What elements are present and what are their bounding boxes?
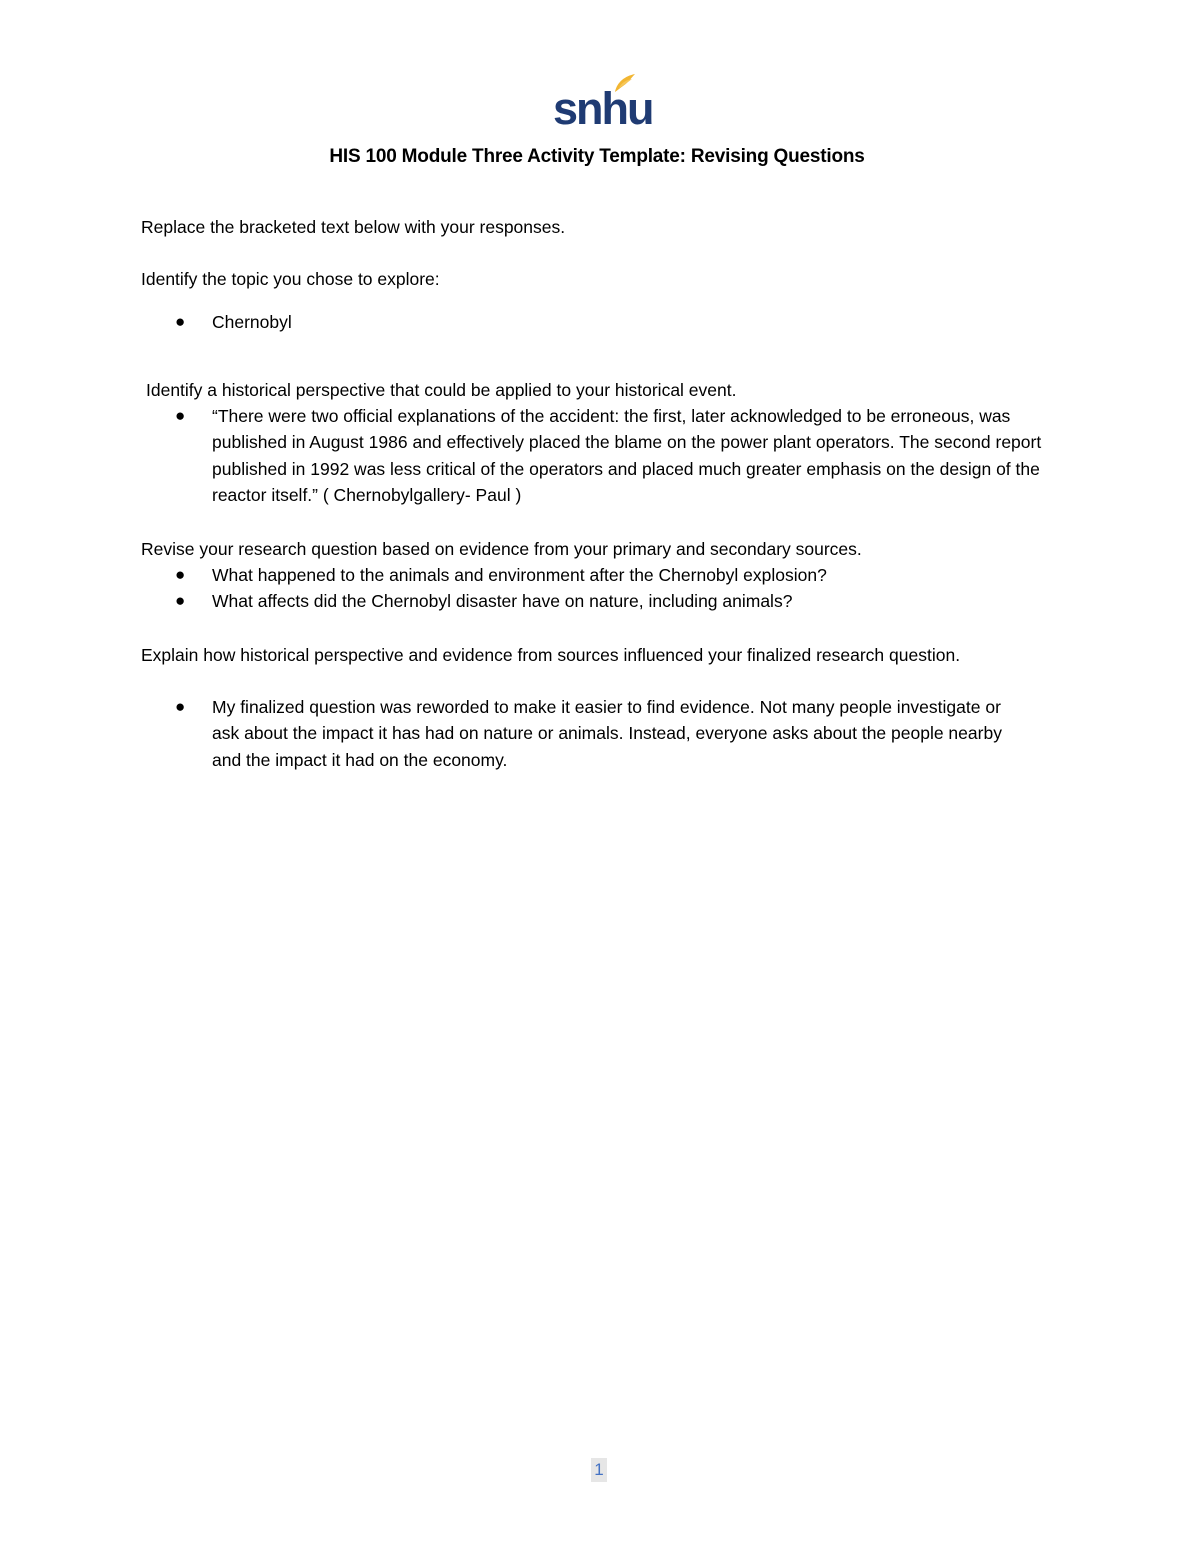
revise-prompt: Revise your research question based on evidence from your primary and secondary sources.	[141, 539, 862, 559]
explain-prompt: Explain how historical perspective and evidence from sources influenced your finalized research question.	[141, 645, 961, 665]
bullet-dot-icon: ●	[175, 406, 186, 425]
topic-bullet-text: Chernobyl	[212, 312, 292, 332]
revise-bullet-1	[175, 562, 1042, 588]
snhu-logo	[553, 72, 653, 134]
perspective-bullet	[175, 403, 1042, 508]
topic-bullet	[175, 309, 1042, 335]
instructions-text: Replace the bracketed text below with your responses.	[141, 217, 566, 237]
bullet-dot-icon: ●	[175, 697, 186, 716]
explain-bullet	[175, 694, 1012, 773]
bullet-dot-icon: ●	[175, 312, 186, 331]
page-title: HIS 100 Module Three Activity Template: Revising Questions	[329, 146, 865, 167]
bullet-dot-icon: ●	[175, 565, 186, 584]
bullet-dot-icon: ●	[175, 591, 186, 610]
logo-wordmark: snhu	[553, 83, 653, 134]
perspective-bullet-text: “There were two official explanations of the accident: the first, later acknowledged to be erroneous, was published in August 1986 and effectively placed the blame on the power plant operators. The second report published in 1992 was less critical of the operators and placed much greater emphasis on the design of the reactor itself.” ( Chernobylgallery- Paul )	[212, 406, 1042, 505]
revise-bullet-text: What happened to the animals and environment after the Chernobyl explosion?	[212, 565, 827, 585]
explain-bullet-text: My finalized question was reworded to make it easier to find evidence. Not many people investigate or ask about the impact it has had on nature or animals. Instead, everyone asks about the people nearby and the impact it had on the economy.	[212, 697, 1002, 770]
revise-bullet-2	[175, 588, 1042, 614]
page-number: 1	[591, 1458, 607, 1482]
perspective-prompt: Identify a historical perspective that could be applied to your historical event.	[146, 380, 737, 400]
topic-prompt: Identify the topic you chose to explore:	[141, 269, 440, 289]
revise-bullet-text: What affects did the Chernobyl disaster have on nature, including animals?	[212, 591, 793, 611]
